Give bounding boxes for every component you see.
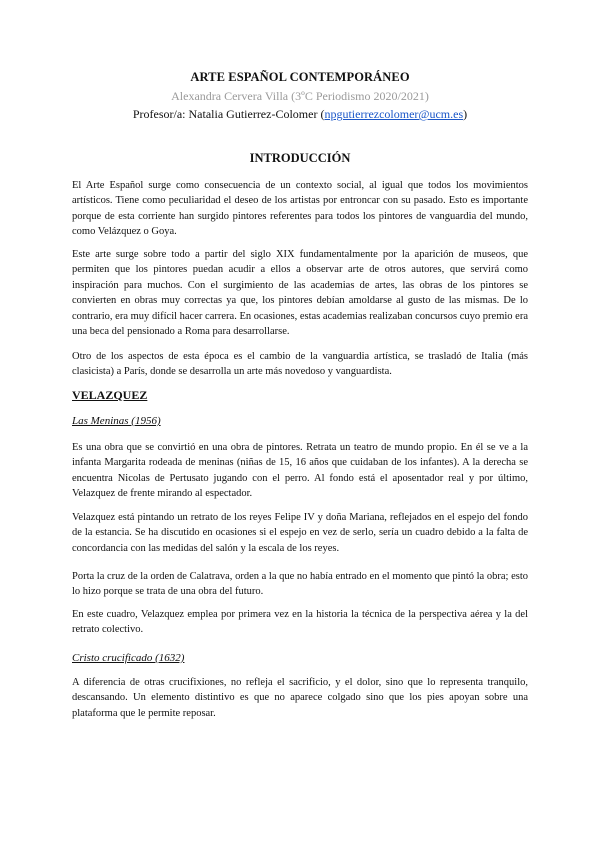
cristo-paragraph-1: A diferencia de otras crucifixiones, no refleja el sacrificio, y el dolor, sino que lo representa tranquilo, descansando. Un elemento distintivo es que no aparece colgado sino que los pies apoyan sobre una plataforma que le permite reposar. xyxy=(72,677,528,719)
cristo-subtitle: Cristo crucificado (1632) xyxy=(72,652,185,664)
professor-suffix: ) xyxy=(463,107,468,121)
professor-line xyxy=(0,107,600,122)
intro-paragraph-3: Otro de los aspectos de esta época es el cambio de la vanguardia artística, se trasladó de Italia (más clasicista) a París, donde se desarrolla un arte más novedoso y vanguardista. xyxy=(72,351,528,378)
professor-email-link[interactable]: npgutierrezcolomer@ucm.es xyxy=(324,107,464,121)
professor-prefix: Profesor/a: Natalia Gutierrez-Colomer ( xyxy=(132,107,325,121)
meninas-paragraph-2: Velazquez está pintando un retrato de los reyes Felipe IV y doña Mariana, reflejados en el espejo del fondo de la estancia. Se ha discutido en ocasiones si el espejo en vez de serlo, sería un cuadro debido a la falta de concordancia con las medidas del salón y la escala de los reyes. xyxy=(72,512,528,554)
meninas-paragraph-1: Es una obra que se convirtió en una obra de pintores. Retrata un teatro de mundo propio. En él se ve a la infanta Margarita rodeada de meninas (niñas de 15, 16 años que cuidaban de los infantes). A la derecha se encuentra Nicolas de Pertusato jugando con el perro. Al fondo está el aposentador real y por último, Velazquez de frente mirando al espectador. xyxy=(72,442,528,500)
meninas-paragraph-3: Porta la cruz de la orden de Calatrava, orden a la que no había entrado en el momento que pintó la obra; esto lo hizo porque se trata de una obra del futuro. xyxy=(72,571,528,598)
meninas-subtitle: Las Meninas (1956) xyxy=(72,415,161,427)
intro-paragraph-1: El Arte Español surge como consecuencia de un contexto social, al igual que todos los movimientos artísticos. Tiene como peculiaridad el deseo de los artistas por entroncar con su pasado. Esto es importante porque de esta corriente han surgido pintores referentes para todos los pintores de vanguardia del mundo, como Velázquez o Goya. xyxy=(72,180,528,238)
intro-paragraph-2: Este arte surge sobre todo a partir del siglo XIX fundamentalmente por la aparición de museos, que permiten que los pintores puedan acudir a ellos a observar arte de otros autores, que servirá como inspiración para muchos. Con el surgimiento de las academias de artes, las obras de los pintores se convierten en obras muy correctas ya que, los pintores debían amoldarse al gusto de las mismas. De lo contrario, era muy difícil hacer carrera. En ocasiones, estas academias realizaban concursos cuyo premio era una beca del pensionado a Roma para desarrollarse. xyxy=(72,249,528,338)
author-line: Alexandra Cervera Villa (3ºC Periodismo 2020/2021) xyxy=(171,89,429,103)
intro-heading: INTRODUCCIÓN xyxy=(249,151,351,165)
velazquez-heading: VELAZQUEZ xyxy=(72,388,148,402)
document-title: ARTE ESPAÑOL CONTEMPORÁNEO xyxy=(190,70,410,84)
meninas-paragraph-4: En este cuadro, Velazquez emplea por primera vez en la historia la técnica de la perspectiva aérea y la del retrato colectivo. xyxy=(72,609,528,636)
